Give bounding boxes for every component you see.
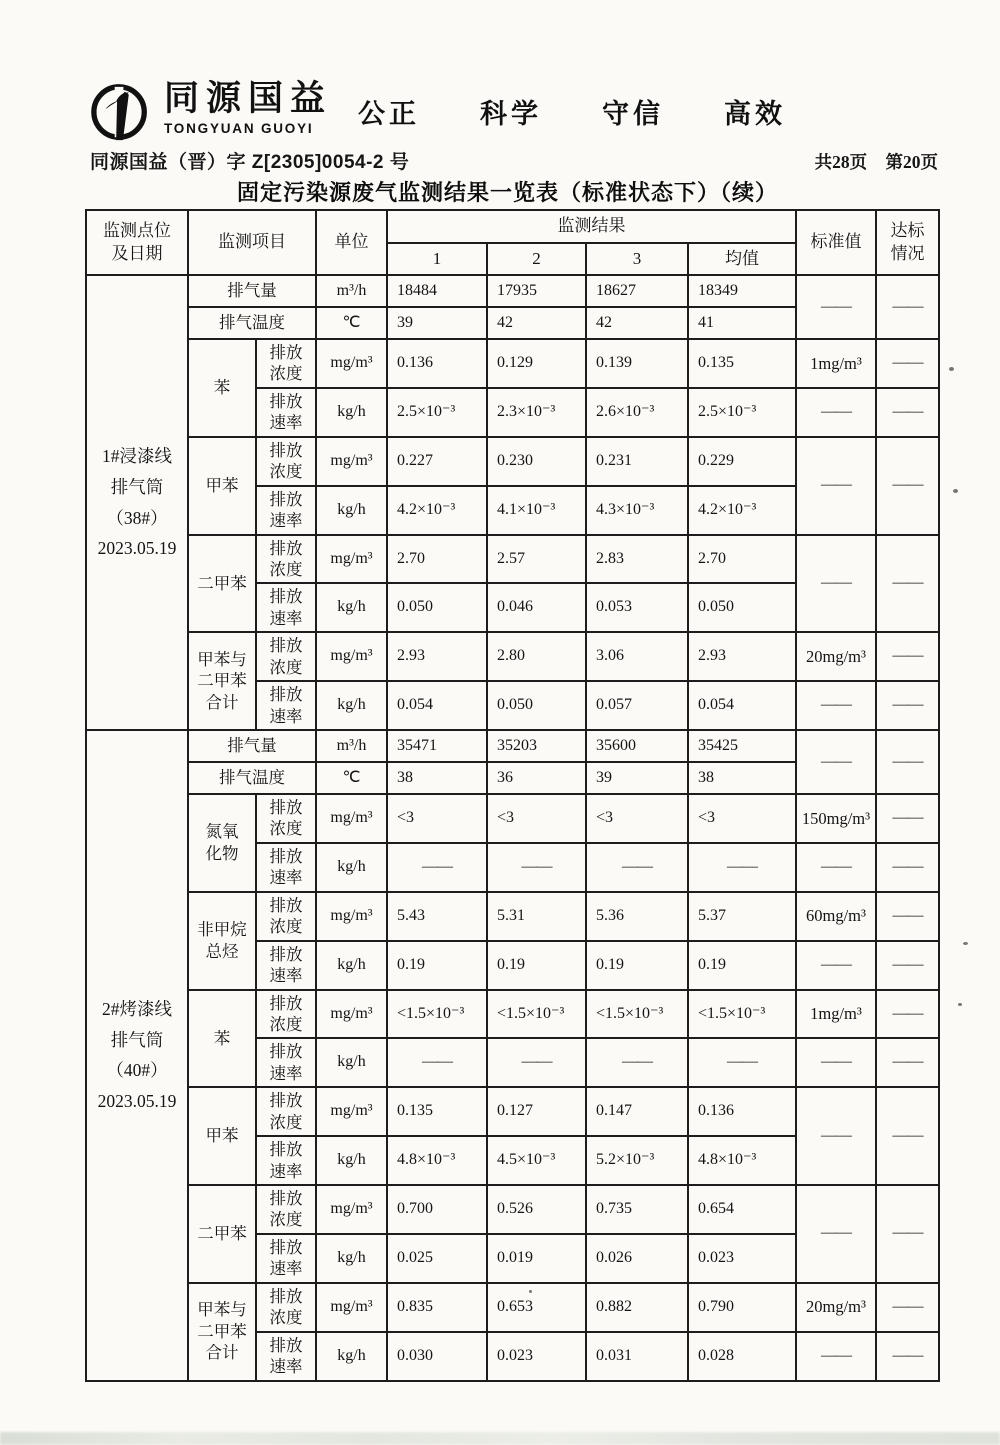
table-cell: 0.057: [586, 681, 688, 730]
table-cell: 甲苯: [188, 437, 256, 535]
table-cell: 5.2×10⁻³: [586, 1136, 688, 1185]
table-cell: <1.5×10⁻³: [688, 990, 796, 1039]
table-cell: 18627: [586, 275, 688, 307]
table-cell: 排放 浓度: [256, 892, 316, 941]
table-cell: 0.054: [688, 681, 796, 730]
company-slogan: [358, 92, 786, 131]
table-cell: mg/m³: [316, 437, 387, 486]
table-cell: 排放 浓度: [256, 990, 316, 1039]
table-cell: 0.026: [586, 1234, 688, 1283]
table-cell: mg/m³: [316, 990, 387, 1039]
table-cell: 3.06: [586, 632, 688, 681]
table-cell: 42: [586, 307, 688, 339]
table-cell: 排放 速率: [256, 1038, 316, 1087]
table-cell: 1#浸漆线 排气筒 （38#） 2023.05.19: [86, 275, 188, 730]
table-cell: 2.70: [688, 535, 796, 584]
scan-speck: [949, 367, 954, 371]
table-cell: ——: [796, 681, 876, 730]
table-cell: ℃: [316, 762, 387, 794]
table-cell: 排放 速率: [256, 843, 316, 892]
table-cell: 0.023: [487, 1332, 586, 1381]
document-number: 同源国益（晋）字 Z[2305]0054-2 号: [90, 152, 410, 173]
table-cell: 41: [688, 307, 796, 339]
table-cell: ——: [876, 275, 939, 339]
table-cell: kg/h: [316, 681, 387, 730]
table-cell: 18349: [688, 275, 796, 307]
table-cell: 0.025: [387, 1234, 487, 1283]
table-cell: 氮氧 化物: [188, 794, 256, 892]
slogan-word: 守信: [602, 99, 664, 129]
table-cell: ——: [487, 843, 586, 892]
table-cell: kg/h: [316, 583, 387, 632]
table-cell: 35471: [387, 730, 487, 762]
table-cell: ——: [876, 535, 939, 633]
table-cell: 35203: [487, 730, 586, 762]
table-cell: ——: [876, 892, 939, 941]
table-header-cell: 1: [387, 243, 487, 275]
pagination: [801, 149, 938, 174]
table-cell: 0.129: [487, 339, 586, 388]
table-cell: ——: [796, 1038, 876, 1087]
table-cell: ——: [796, 1087, 876, 1185]
table-cell: 38: [688, 762, 796, 794]
table-cell: <1.5×10⁻³: [487, 990, 586, 1039]
table-cell: 排放 浓度: [256, 1283, 316, 1332]
table-header-cell: 2: [487, 243, 586, 275]
table-cell: ——: [487, 1038, 586, 1087]
table-cell: 排放 浓度: [256, 339, 316, 388]
table-cell: 4.2×10⁻³: [387, 486, 487, 535]
table-cell: 2.3×10⁻³: [487, 388, 586, 437]
table-cell: mg/m³: [316, 632, 387, 681]
table-cell: 36: [487, 762, 586, 794]
table-cell: kg/h: [316, 388, 387, 437]
table-cell: 60mg/m³: [796, 892, 876, 941]
slogan-word: 公正: [358, 99, 420, 129]
table-cell: ——: [876, 1332, 939, 1381]
monitoring-table: [85, 209, 940, 1382]
table-header-cell: 监测点位 及日期: [86, 210, 188, 275]
table-cell: 0.139: [586, 339, 688, 388]
table-cell: 2.93: [387, 632, 487, 681]
table-cell: 0.231: [586, 437, 688, 486]
table-cell: 0.19: [487, 941, 586, 990]
table-cell: 17935: [487, 275, 586, 307]
table-cell: 1mg/m³: [796, 990, 876, 1039]
table-cell: 0.028: [688, 1332, 796, 1381]
table-cell: mg/m³: [316, 892, 387, 941]
table-cell: 4.8×10⁻³: [387, 1136, 487, 1185]
table-cell: 排气量: [188, 275, 316, 307]
table-cell: 5.36: [586, 892, 688, 941]
table-cell: 排放 速率: [256, 681, 316, 730]
table-cell: mg/m³: [316, 794, 387, 843]
table-cell: 排放 速率: [256, 388, 316, 437]
page-title: 固定污染源废气监测结果一览表（标准状态下）（续）: [236, 180, 778, 205]
table-cell: ——: [876, 388, 939, 437]
table-cell: mg/m³: [316, 535, 387, 584]
table-cell: ——: [876, 681, 939, 730]
table-cell: 0.136: [688, 1087, 796, 1136]
table-cell: 二甲苯: [188, 1185, 256, 1283]
table-cell: <3: [487, 794, 586, 843]
table-cell: ——: [688, 843, 796, 892]
table-cell: 排放 浓度: [256, 1087, 316, 1136]
table-cell: mg/m³: [316, 1185, 387, 1234]
table-cell: ——: [796, 941, 876, 990]
table-cell: ——: [688, 1038, 796, 1087]
table-cell: ——: [876, 730, 939, 794]
table-cell: m³/h: [316, 730, 387, 762]
table-cell: 0.054: [387, 681, 487, 730]
table-cell: ——: [876, 339, 939, 388]
table-cell: 0.050: [688, 583, 796, 632]
table-header-cell: 均值: [688, 243, 796, 275]
table-cell: ——: [796, 1332, 876, 1381]
table-cell: ——: [876, 941, 939, 990]
table-cell: 苯: [188, 339, 256, 437]
table-cell: 2.5×10⁻³: [387, 388, 487, 437]
table-cell: 甲苯与 二甲苯 合计: [188, 1283, 256, 1381]
table-cell: 4.1×10⁻³: [487, 486, 586, 535]
table-cell: ——: [387, 1038, 487, 1087]
table-cell: 35600: [586, 730, 688, 762]
table-cell: 0.046: [487, 583, 586, 632]
table-cell: 非甲烷 总烃: [188, 892, 256, 990]
table-cell: ——: [876, 437, 939, 535]
table-cell: 甲苯: [188, 1087, 256, 1185]
table-cell: 排气温度: [188, 307, 316, 339]
table-cell: 2.5×10⁻³: [688, 388, 796, 437]
table-cell: 20mg/m³: [796, 1283, 876, 1332]
table-cell: ——: [796, 437, 876, 535]
table-header-cell: 标准值: [796, 210, 876, 275]
table-cell: 4.5×10⁻³: [487, 1136, 586, 1185]
table-cell: 2.57: [487, 535, 586, 584]
table-cell: kg/h: [316, 1136, 387, 1185]
table-cell: ——: [586, 1038, 688, 1087]
table-cell: 18484: [387, 275, 487, 307]
logo: [90, 80, 332, 146]
table-cell: 0.127: [487, 1087, 586, 1136]
table-header-cell: 单位: [316, 210, 387, 275]
table-cell: 0.227: [387, 437, 487, 486]
document-meta-line: [90, 147, 938, 174]
table-cell: 排气温度: [188, 762, 316, 794]
table-cell: 排放 速率: [256, 583, 316, 632]
table-cell: 0.700: [387, 1185, 487, 1234]
table-cell: 0.835: [387, 1283, 487, 1332]
scan-speck: [529, 1290, 532, 1293]
table-cell: 0.19: [387, 941, 487, 990]
brand-name-en: TONGYUAN GUOYI: [164, 120, 314, 136]
table-cell: 2.93: [688, 632, 796, 681]
table-cell: 0.135: [688, 339, 796, 388]
table-header-cell: 达标 情况: [876, 210, 939, 275]
table-cell: <1.5×10⁻³: [586, 990, 688, 1039]
table-cell: 0.019: [487, 1234, 586, 1283]
table-cell: 5.43: [387, 892, 487, 941]
table-cell: mg/m³: [316, 339, 387, 388]
table-cell: 0.050: [387, 583, 487, 632]
table-cell: ——: [876, 990, 939, 1039]
table-cell: 2.70: [387, 535, 487, 584]
table-cell: ——: [876, 1283, 939, 1332]
table-cell: 0.653: [487, 1283, 586, 1332]
table-cell: ——: [796, 535, 876, 633]
table-cell: 1mg/m³: [796, 339, 876, 388]
brand-name-cn: 同源国益: [164, 79, 333, 118]
table-cell: ——: [876, 1185, 939, 1283]
table-cell: 150mg/m³: [796, 794, 876, 843]
table-cell: 5.31: [487, 892, 586, 941]
table-cell: <3: [387, 794, 487, 843]
table-cell: 39: [387, 307, 487, 339]
table-cell: 0.031: [586, 1332, 688, 1381]
scan-speck: [963, 942, 968, 945]
table-cell: 0.135: [387, 1087, 487, 1136]
table-cell: 0.19: [586, 941, 688, 990]
table-cell: 2.80: [487, 632, 586, 681]
table-cell: kg/h: [316, 1332, 387, 1381]
slogan-word: 高效: [724, 99, 786, 129]
table-cell: 0.050: [487, 681, 586, 730]
scan-speck: [958, 1003, 962, 1006]
table-cell: ——: [876, 1038, 939, 1087]
table-cell: 排放 浓度: [256, 632, 316, 681]
table-cell: 0.053: [586, 583, 688, 632]
page-total: 共28页: [814, 152, 868, 172]
table-cell: 0.147: [586, 1087, 688, 1136]
table-cell: m³/h: [316, 275, 387, 307]
table-cell: 0.19: [688, 941, 796, 990]
table-cell: ——: [387, 843, 487, 892]
table-cell: 2.83: [586, 535, 688, 584]
table-cell: 0.526: [487, 1185, 586, 1234]
table-cell: 39: [586, 762, 688, 794]
table-cell: kg/h: [316, 843, 387, 892]
table-cell: mg/m³: [316, 1087, 387, 1136]
table-cell: 排放 速率: [256, 1332, 316, 1381]
table-cell: 4.3×10⁻³: [586, 486, 688, 535]
table-cell: kg/h: [316, 1234, 387, 1283]
table-cell: kg/h: [316, 941, 387, 990]
table-cell: ——: [876, 794, 939, 843]
table-cell: 排放 速率: [256, 1136, 316, 1185]
table-cell: 排放 速率: [256, 1234, 316, 1283]
table-cell: mg/m³: [316, 1283, 387, 1332]
table-cell: <3: [688, 794, 796, 843]
table-cell: 0.735: [586, 1185, 688, 1234]
table-cell: 排放 浓度: [256, 1185, 316, 1234]
scan-speck: [953, 489, 958, 493]
table-cell: 0.654: [688, 1185, 796, 1234]
table-cell: 排放 浓度: [256, 794, 316, 843]
scan-edge-artifact: [0, 1432, 1000, 1445]
table-cell: 4.8×10⁻³: [688, 1136, 796, 1185]
table-header-cell: 监测项目: [188, 210, 316, 275]
table-cell: 苯: [188, 990, 256, 1088]
table-cell: kg/h: [316, 1038, 387, 1087]
table-cell: ——: [586, 843, 688, 892]
table-cell: 0.882: [586, 1283, 688, 1332]
table-cell: 2#烤漆线 排气筒 （40#） 2023.05.19: [86, 730, 188, 1381]
table-cell: 排气量: [188, 730, 316, 762]
table-cell: 0.030: [387, 1332, 487, 1381]
table-cell: 35425: [688, 730, 796, 762]
logo-icon: [90, 80, 152, 146]
table-cell: 0.230: [487, 437, 586, 486]
table-cell: 2.6×10⁻³: [586, 388, 688, 437]
table-cell: 0.136: [387, 339, 487, 388]
table-cell: <1.5×10⁻³: [387, 990, 487, 1039]
table-cell: 排放 速率: [256, 941, 316, 990]
table-cell: 甲苯与 二甲苯 合计: [188, 632, 256, 730]
table-cell: 20mg/m³: [796, 632, 876, 681]
table-cell: 排放 浓度: [256, 437, 316, 486]
table-cell: ——: [796, 1185, 876, 1283]
table-cell: 38: [387, 762, 487, 794]
table-cell: ——: [876, 1087, 939, 1185]
table-cell: 0.023: [688, 1234, 796, 1283]
table-cell: ℃: [316, 307, 387, 339]
page-current: 第20页: [885, 152, 938, 172]
table-cell: 4.2×10⁻³: [688, 486, 796, 535]
table-cell: ——: [796, 730, 876, 794]
table-header-cell: 3: [586, 243, 688, 275]
table-cell: 排放 速率: [256, 486, 316, 535]
table-cell: 二甲苯: [188, 535, 256, 633]
table-cell: ——: [876, 843, 939, 892]
table-cell: ——: [796, 843, 876, 892]
table-cell: 0.790: [688, 1283, 796, 1332]
table-cell: ——: [796, 275, 876, 339]
table-cell: <3: [586, 794, 688, 843]
table-cell: ——: [876, 632, 939, 681]
table-cell: 5.37: [688, 892, 796, 941]
table-cell: 0.229: [688, 437, 796, 486]
table-cell: 排放 浓度: [256, 535, 316, 584]
table-cell: kg/h: [316, 486, 387, 535]
table-header-cell: 监测结果: [387, 210, 796, 243]
slogan-word: 科学: [480, 99, 542, 129]
table-cell: ——: [796, 388, 876, 437]
table-cell: 42: [487, 307, 586, 339]
